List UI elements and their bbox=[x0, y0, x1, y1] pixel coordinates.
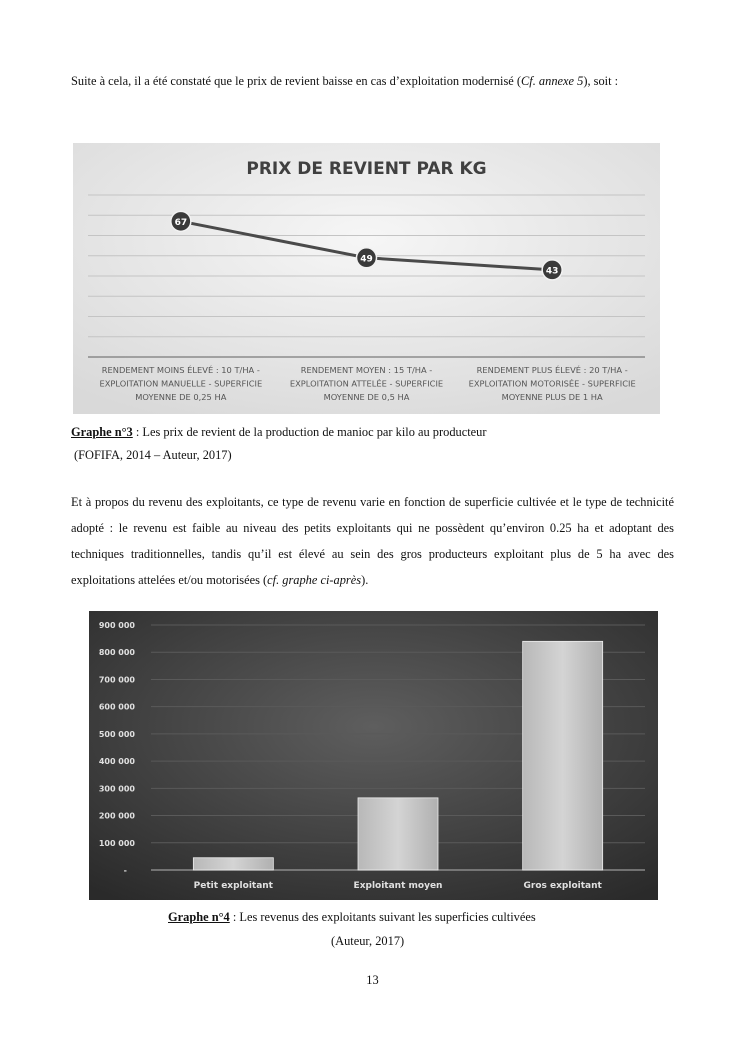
y-tick-label: 700 000 bbox=[98, 675, 135, 685]
figure-4-caption-text: : Les revenus des exploitants suivant les superficies cultivées bbox=[229, 910, 536, 924]
data-label: 49 bbox=[360, 254, 373, 265]
bar bbox=[358, 798, 438, 870]
x-tick-label: EXPLOITATION ATTELÉE - SUPERFICIE bbox=[289, 378, 444, 389]
paragraph-1-text: Suite à cela, il a été constaté que le prix de revient baisse en cas d’exploitation modernisé ( bbox=[71, 74, 522, 88]
x-tick-label: MOYENNE DE 0,5 HA bbox=[323, 392, 410, 402]
income-bar-chart bbox=[89, 611, 658, 900]
x-tick-label: RENDEMENT MOYEN : 15 T/HA - bbox=[300, 365, 433, 375]
y-tick-label: - bbox=[123, 866, 127, 875]
x-tick-label: EXPLOITATION MANUELLE - SUPERFICIE bbox=[99, 378, 263, 389]
paragraph-1-text-end: ), soit : bbox=[583, 74, 619, 88]
bar-chart-svg bbox=[89, 611, 658, 900]
x-tick-label: MOYENNE PLUS DE 1 HA bbox=[501, 392, 603, 402]
line-chart-svg bbox=[73, 143, 660, 414]
paragraph-2 bbox=[71, 489, 674, 593]
x-tick-label: RENDEMENT MOINS ÉLEVÉ : 10 T/HA - bbox=[101, 365, 260, 375]
paragraph-2-text: Et à propos du revenu des exploitants, ce type de revenu varie en fonction de superficie cultivée et le type de technicité adopté : le revenu est faible au niveau des petits exploitants qui ne possèdent qu’environ 0.25 ha et adoptant des techniques traditionnelles, tandis qu’il est élevé au sein des gros producteurs exploitant plus de 5 ha avec des exploitations attelées et/ou motorisées ( bbox=[71, 495, 674, 587]
data-label: 43 bbox=[545, 266, 559, 277]
page-number: 13 bbox=[366, 973, 379, 987]
y-tick-label: 600 000 bbox=[98, 702, 135, 712]
y-tick-label: 200 000 bbox=[98, 811, 135, 821]
figure-3-source: (FOFIFA, 2014 – Auteur, 2017) bbox=[74, 448, 232, 462]
figure-3-label: Graphe n°3 bbox=[71, 425, 133, 439]
y-tick-label: 400 000 bbox=[98, 757, 135, 767]
y-tick-label: 800 000 bbox=[98, 648, 135, 658]
data-label: 67 bbox=[174, 217, 188, 228]
figure-4-label: Graphe n°4 bbox=[168, 910, 230, 924]
bar bbox=[523, 641, 603, 870]
chart-title: PRIX DE REVIENT PAR KG bbox=[246, 159, 487, 179]
cost-price-line-chart bbox=[73, 143, 660, 414]
paragraph-2-reference: cf. graphe ci-après bbox=[267, 573, 362, 587]
y-tick-label: 100 000 bbox=[98, 838, 135, 848]
x-tick-label: Exploitant moyen bbox=[353, 881, 443, 891]
x-tick-label: Petit exploitant bbox=[193, 881, 273, 891]
bar bbox=[193, 858, 273, 870]
x-tick-label: RENDEMENT PLUS ÉLEVÉ : 20 T/HA - bbox=[476, 365, 628, 375]
y-tick-label: 300 000 bbox=[98, 784, 135, 794]
paragraph-2-text-end: ). bbox=[361, 573, 369, 587]
figure-3-caption bbox=[71, 420, 486, 444]
x-tick-label: Gros exploitant bbox=[523, 881, 602, 891]
figure-4-source: (Auteur, 2017) bbox=[331, 934, 405, 948]
figure-4-caption bbox=[168, 905, 536, 929]
paragraph-1-reference: Cf. annexe 5 bbox=[521, 74, 584, 88]
y-tick-label: 500 000 bbox=[98, 729, 135, 739]
y-tick-label: 900 000 bbox=[98, 621, 135, 630]
paragraph-1 bbox=[71, 68, 674, 94]
x-tick-label: MOYENNE DE 0,25 HA bbox=[135, 392, 227, 402]
x-tick-label: EXPLOITATION MOTORISÉE - SUPERFICIE bbox=[468, 378, 636, 389]
figure-3-caption-text: : Les prix de revient de la production de manioc par kilo au producteur bbox=[132, 425, 487, 439]
